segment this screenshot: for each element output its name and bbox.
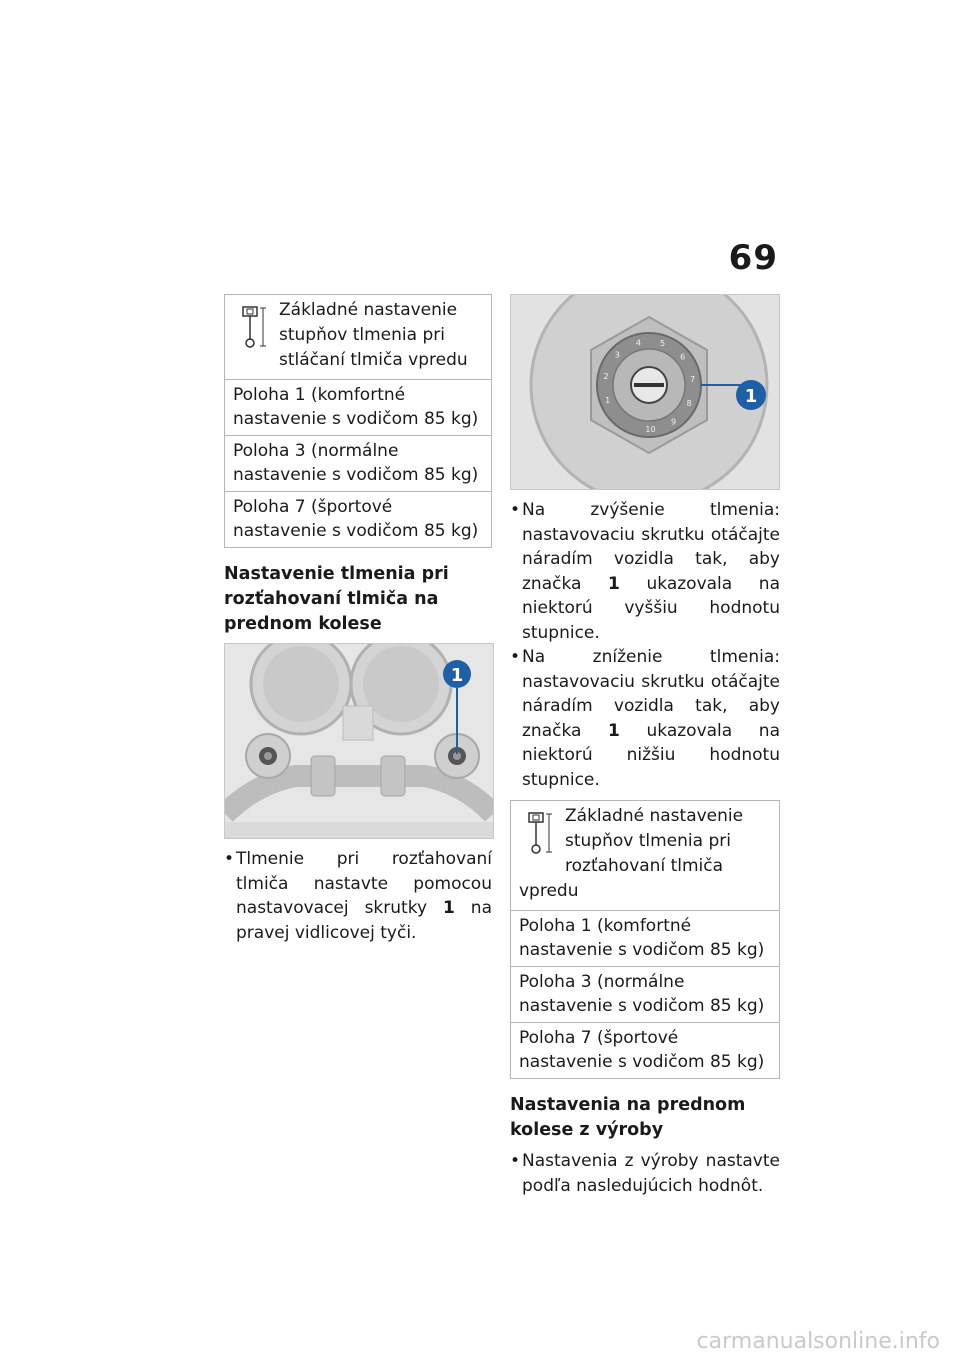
dial-scale-number: 10: [645, 425, 656, 434]
callout-number: 1: [450, 665, 464, 686]
dial-scale-number: 4: [635, 338, 641, 348]
table-row: Poloha 7 (športové nastavenie s vodičom 85 kg): [511, 1022, 779, 1078]
list-item: • Tlmenie pri rozťahovaní tlmiča nastavte pomocou nastavovacej skrutky 1 na pravej vidlicovej tyči.: [224, 847, 492, 945]
table-row: Poloha 7 (športové nastavenie s vodičom 85 kg): [225, 491, 491, 547]
handlebar-photo: [224, 643, 494, 839]
table-row: Poloha 1 (komfortné nastavenie s vodičom 85 kg): [233, 385, 479, 429]
shock-absorber-icon: [523, 810, 557, 856]
table-header-text: Základné nastavenie stupňov tlmenia pri stláčaní tlmiča vpredu: [279, 300, 468, 370]
dial-scale-number: 7: [690, 374, 696, 384]
dial-scale-number: 9: [671, 417, 677, 427]
dial-scale-number: 6: [680, 352, 686, 362]
rebound-damping-table: [510, 800, 780, 1079]
shock-absorber-icon: [237, 304, 271, 350]
section-heading: Nastavenia na prednom kolese z výroby: [510, 1095, 746, 1140]
table-row: Poloha 3 (normálne nastavenie s vodičom 85 kg): [225, 435, 491, 491]
adjuster-screw-photo: [510, 294, 780, 490]
list-item: • Nastavenia z výroby nastavte podľa nasledujúcich hodnôt.: [510, 1149, 780, 1198]
table-header-text: Základné nastavenie stupňov tlmenia pri rozťahovaní tlmiča vpredu: [519, 806, 744, 901]
dial-scale-number: 5: [660, 339, 666, 349]
table-row: Poloha 1 (komfortné nastavenie s vodičom 85 kg): [519, 916, 765, 960]
compression-damping-table: [224, 294, 492, 548]
instruction-list: [224, 847, 492, 945]
page-number: 69: [728, 238, 778, 278]
dial-scale-number: 2: [603, 371, 609, 381]
list-item: • Na zníženie tlmenia: nastavovaciu skrutku otáčajte náradím vozidla tak, aby značka 1 ukazovala na niektorú nižšiu hodnotu stupnice.: [510, 645, 780, 792]
left-column: [224, 294, 492, 945]
table-row: Poloha 3 (normálne nastavenie s vodičom 85 kg): [511, 966, 779, 1022]
right-column: [510, 294, 780, 1198]
instruction-list: [510, 1149, 780, 1198]
table-header: [225, 295, 491, 380]
dial-scale-number: 8: [686, 398, 692, 408]
dial-scale-number: 1: [605, 396, 611, 405]
instruction-list: [510, 498, 780, 792]
section-heading: Nastavenie tlmenia pri rozťahovaní tlmiča na prednom kolese: [224, 564, 449, 634]
table-header: [511, 801, 779, 911]
dial-scale-number: 3: [614, 350, 620, 360]
list-item: • Na zvýšenie tlmenia: nastavovaciu skrutku otáčajte náradím vozidla tak, aby značka 1 ukazovala na niektorú vyššiu hodnotu stupnice.: [510, 498, 780, 645]
callout-number: 1: [744, 386, 758, 407]
watermark: carmanualsonline.info: [696, 1329, 940, 1354]
